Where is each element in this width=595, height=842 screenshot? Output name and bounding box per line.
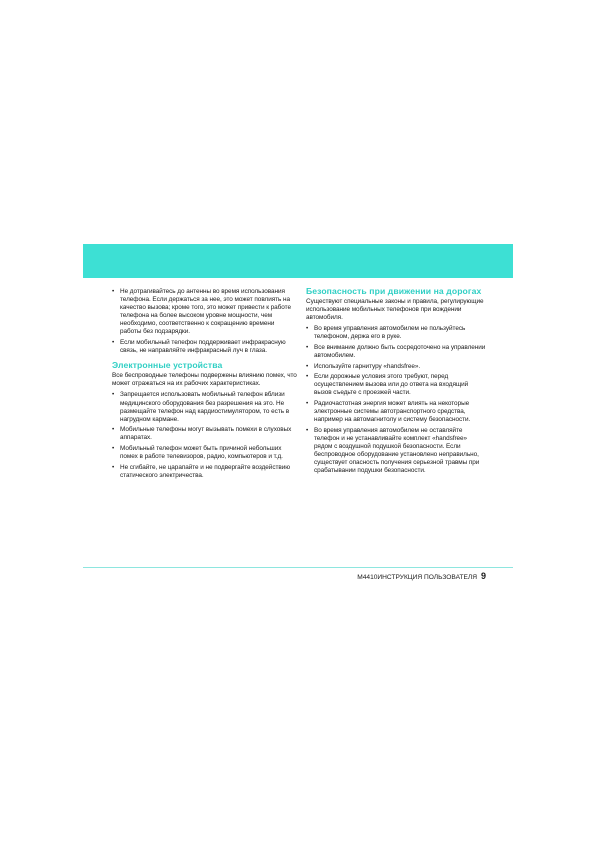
footer-manual-title: M4410ИНСТРУКЦИЯ ПОЛЬЗОВАТЕЛЯ (357, 574, 477, 581)
right-column (306, 287, 486, 478)
list-item: • Не сгибайте, не царапайте и не подвергайте воздействию статического электричества. (112, 464, 297, 480)
section-heading-electronic-devices: Электронные устройства (112, 360, 223, 371)
list-item: • Если мобильный телефон поддерживает инфракрасную связь, не направляйте инфракрасный луч в глаза. (112, 339, 297, 355)
footer-divider (83, 567, 513, 568)
section-intro: Все беспроводные телефоны подвержены влиянию помех, что может отражаться на их рабочих характеристиках. (112, 372, 297, 388)
left-column (112, 288, 297, 482)
list-item: • Во время управления автомобилем не пользуйтесь телефоном, держа его в руке. (306, 325, 486, 341)
list-item: • Мобильный телефон может быть причиной небольших помех в работе телевизоров, радио, компьютеров и т.д. (112, 445, 297, 461)
list-item: • Все внимание должно быть сосредоточено на управлении автомобилем. (306, 344, 486, 360)
section-intro: Существуют специальные законы и правила, регулирующие использование мобильных телефонов при вождении автомобиля. (306, 298, 484, 322)
section-heading-road-safety: Безопасность при движении на дорогах (306, 286, 482, 296)
list-item: • Мобильные телефоны могут вызывать помехи в слуховых аппаратах. (112, 426, 297, 442)
page-footer (300, 572, 486, 582)
list-item: • Используйте гарнитуру «handsfree». (306, 363, 486, 371)
antenna-bullet-list (112, 288, 297, 355)
list-item: • Запрещается использовать мобильный телефон вблизи медицинского оборудования без разрешения на это. Не размещайте телефон над кардиостимулятором, то есть в нагрудном кармане. (112, 391, 297, 423)
road-safety-bullet-list (306, 325, 486, 475)
list-item: • Если дорожные условия этого требуют, перед осуществлением вызова или до ответа на входящий вызов съедьте с проезжей части. (306, 373, 486, 397)
page-number: 9 (480, 571, 486, 581)
header-color-band (83, 244, 513, 278)
list-item: • Радиочастотная энергия может влиять на некоторые электронные системы автотранспортного средства, например на автомагнитолу и систему безопасности. (306, 400, 486, 424)
list-item: • Во время управления автомобилем не оставляйте телефон и не устанавливайте комплект «handsfree» рядом с воздушной подушкой безопасности. Если беспроводное оборудование установлено неправильно, существует опасность получения серьезной травмы при срабатывании подушки безопасности. (306, 427, 486, 476)
electronic-devices-bullet-list (112, 391, 297, 479)
list-item: • Не дотрагивайтесь до антенны во время использования телефона. Если держаться за нее, это может повлиять на качество вызова; кроме того, это может привести к работе телефона на более высоком уровне мощности, чем необходимо, соответственно к сокращению времени работы без подзарядки. (112, 288, 297, 337)
